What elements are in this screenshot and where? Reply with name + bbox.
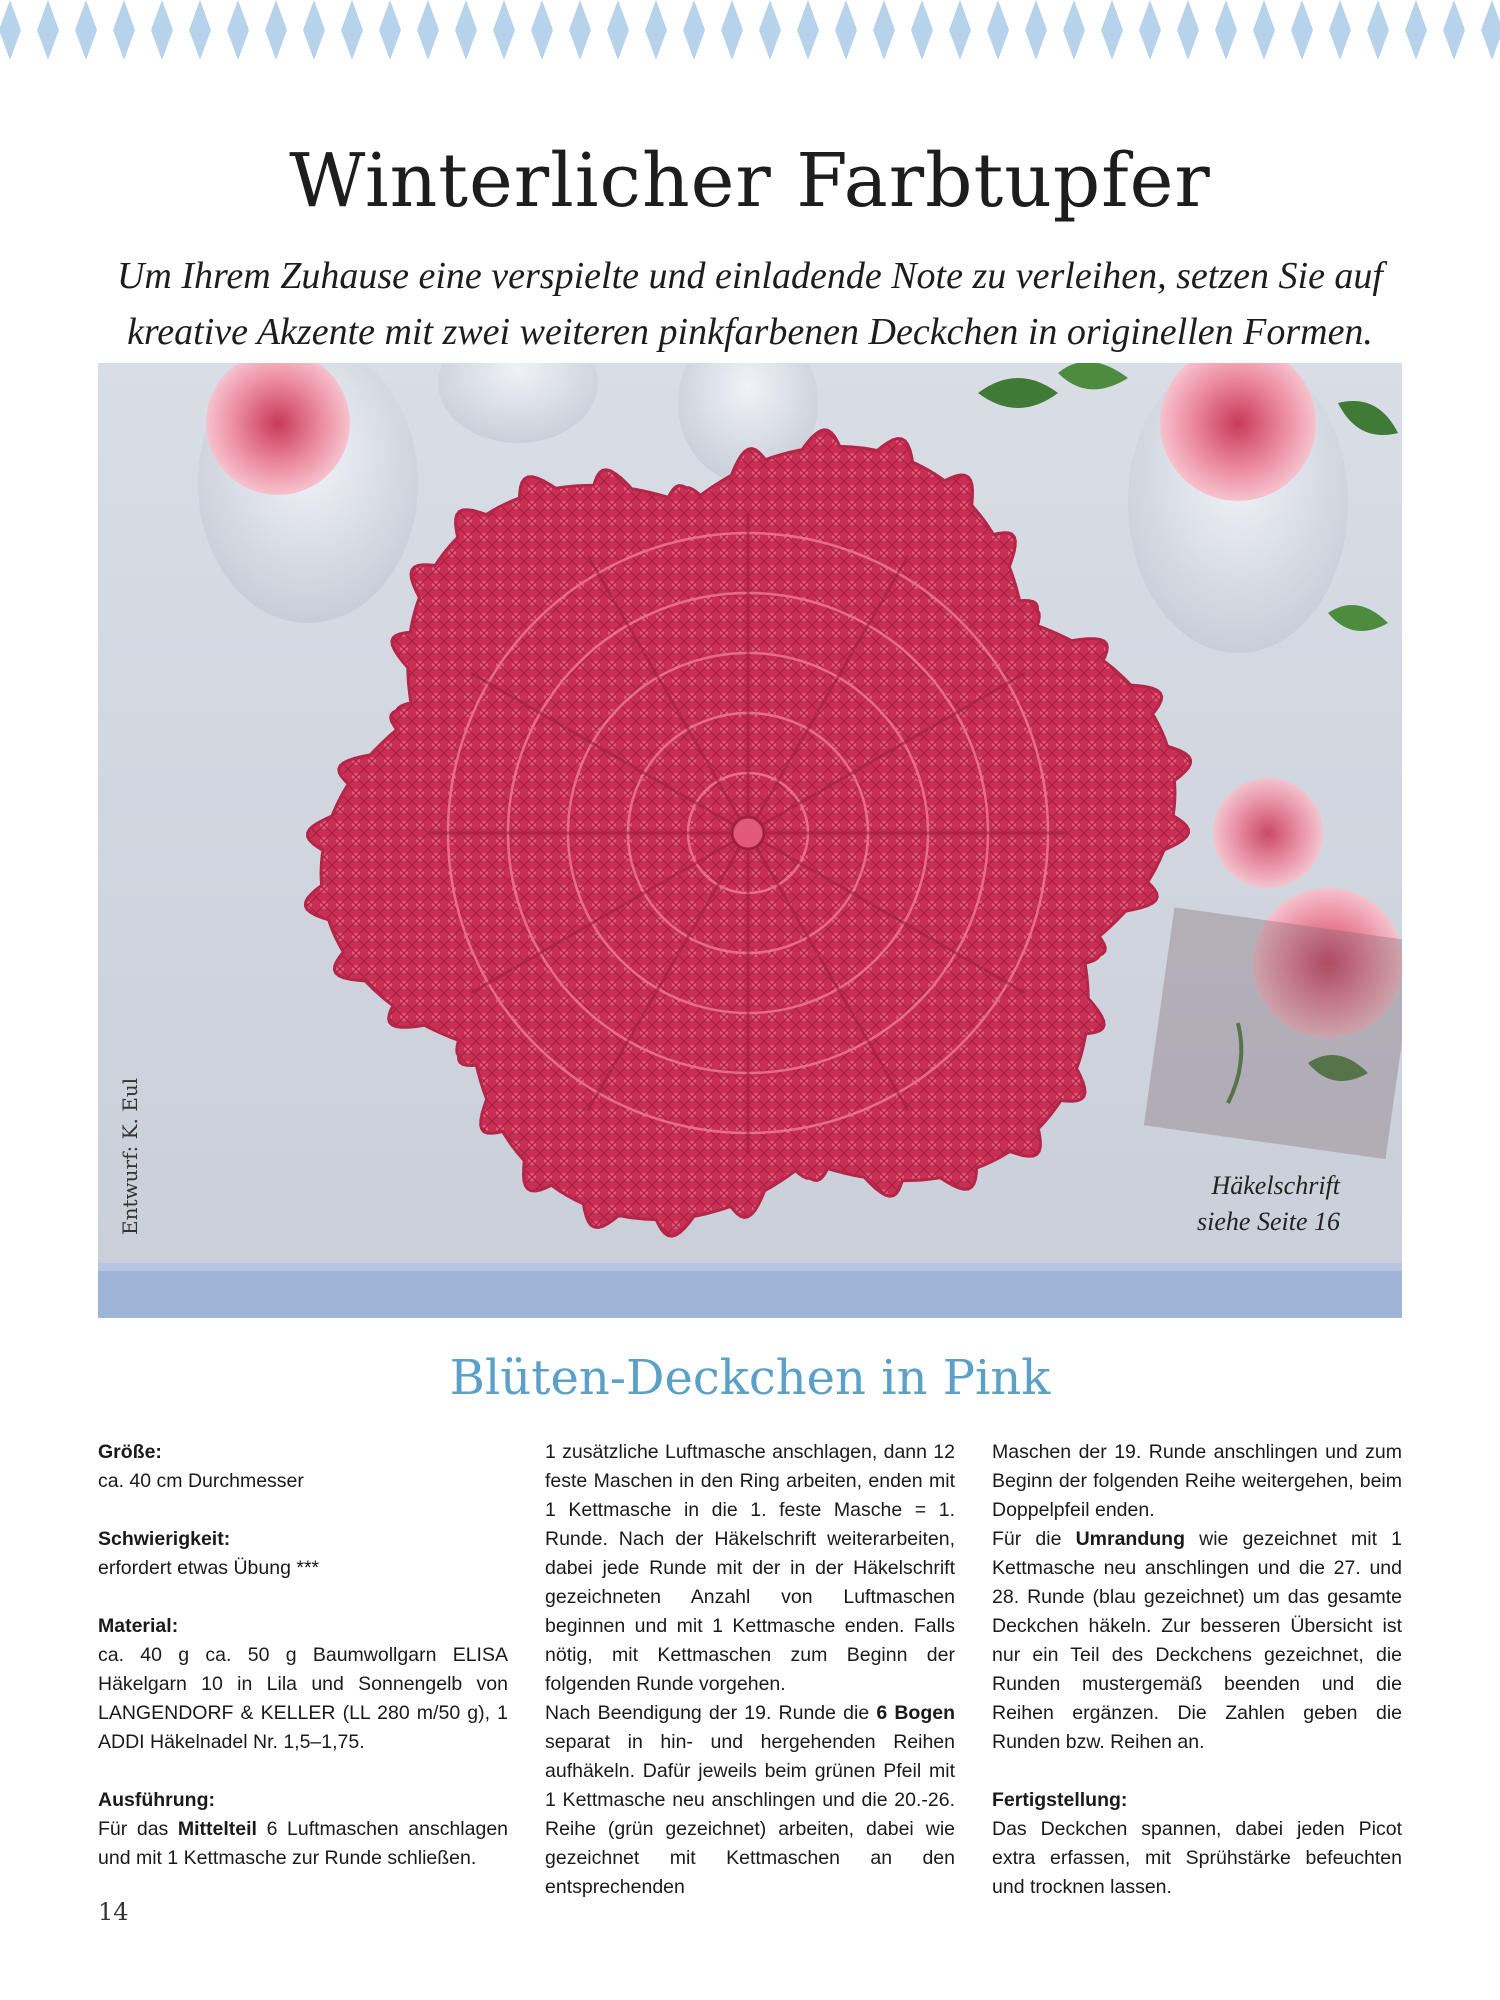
- difficulty-value: erfordert etwas Übung ***: [98, 1557, 320, 1579]
- decorative-diamond-border: [0, 0, 1500, 64]
- photo-caption-line1: Häkelschrift: [1211, 1171, 1340, 1200]
- photo-caption: [1080, 1168, 1340, 1240]
- finishing-label: Fertigstellung:: [992, 1789, 1128, 1811]
- size-value: ca. 40 cm Durchmesser: [98, 1470, 304, 1492]
- photo-caption-line2: siehe Seite 16: [1197, 1207, 1340, 1236]
- instruction-text-1: 1 zusätzliche Luftmasche anschlagen, dann 12 feste Maschen in den Ring arbeiten, enden mit 1 Kettmasche in die 1. feste Masche = 1. Runde. Nach der Häkelschrift weiterarbeiten, dabei jede Runde mit der in der Häkelschrift gezeichneten Anzahl von Luftmaschen beginnen und mit 1 Kettmasche enden. Falls nötig, mit Kettmaschen zum Beginn der folgenden Runde vorgehen.: [545, 1441, 955, 1695]
- finishing-value: Das Deckchen spannen, dabei jeden Picot extra erfassen, mit Sprühstärke befeuchten und trocknen lassen.: [992, 1818, 1402, 1898]
- page-number: 14: [98, 1898, 129, 1926]
- text-column-3: [992, 1438, 1402, 1902]
- size-label: Größe:: [98, 1441, 162, 1463]
- instruction-text-2: Nach Beendigung der 19. Runde die 6 Bogen separat in hin- und hergehenden Reihen aufhäkeln. Dafür jeweils beim grünen Pfeil mit 1 Kettmasche neu anschlingen und die 20.-26. Reihe (grün gezeichnet) arbeiten, dabei wie gezeichnet mit Kettmaschen an den entsprechenden: [545, 1702, 955, 1898]
- text-column-2: [545, 1438, 955, 1902]
- material-value: ca. 40 g ca. 50 g Baumwollgarn ELISA Häkelgarn 10 in Lila und Sonnengelb von LANGENDORF & KELLER (LL 280 m/50 g), 1 ADDI Häkelnadel Nr. 1,5–1,75.: [98, 1644, 508, 1753]
- execution-text: Für das Mittelteil 6 Luftmaschen anschlagen und mit 1 Kettmasche zur Runde schließen.: [98, 1818, 509, 1869]
- pattern-title: Blüten-Deckchen in Pink: [449, 1350, 1051, 1406]
- intro-text: Um Ihrem Zuhause eine verspielte und einladende Note zu verleihen, setzen Sie auf kreative Akzente mit zwei weiteren pinkfarbenen Deckchen in originellen Formen.: [116, 255, 1383, 353]
- page-title: Winterlicher Farbtupfer: [289, 138, 1211, 224]
- design-credit: Entwurf: K. Eul: [118, 1077, 142, 1235]
- instruction-text-3: Maschen der 19. Runde anschlingen und zum Beginn der folgenden Reihe weitergehen, beim Doppelpfeil enden.: [992, 1441, 1402, 1521]
- execution-label: Ausführung:: [98, 1789, 215, 1811]
- difficulty-label: Schwierigkeit:: [98, 1528, 231, 1550]
- border-instruction: Für die Umrandung wie gezeichnet mit 1 Kettmasche neu anschlingen und die 27. und 28. Runde (blau gezeichnet) um das gesamte Deckchen häkeln. Zur besseren Übersicht ist nur ein Teil des Deckchens gezeichnet, die Runden mustergemäß beenden und die Reihen ergänzen. Die Zahlen geben die Runden bzw. Reihen an.: [992, 1528, 1403, 1753]
- text-column-1: [98, 1438, 508, 1873]
- material-label: Material:: [98, 1615, 179, 1637]
